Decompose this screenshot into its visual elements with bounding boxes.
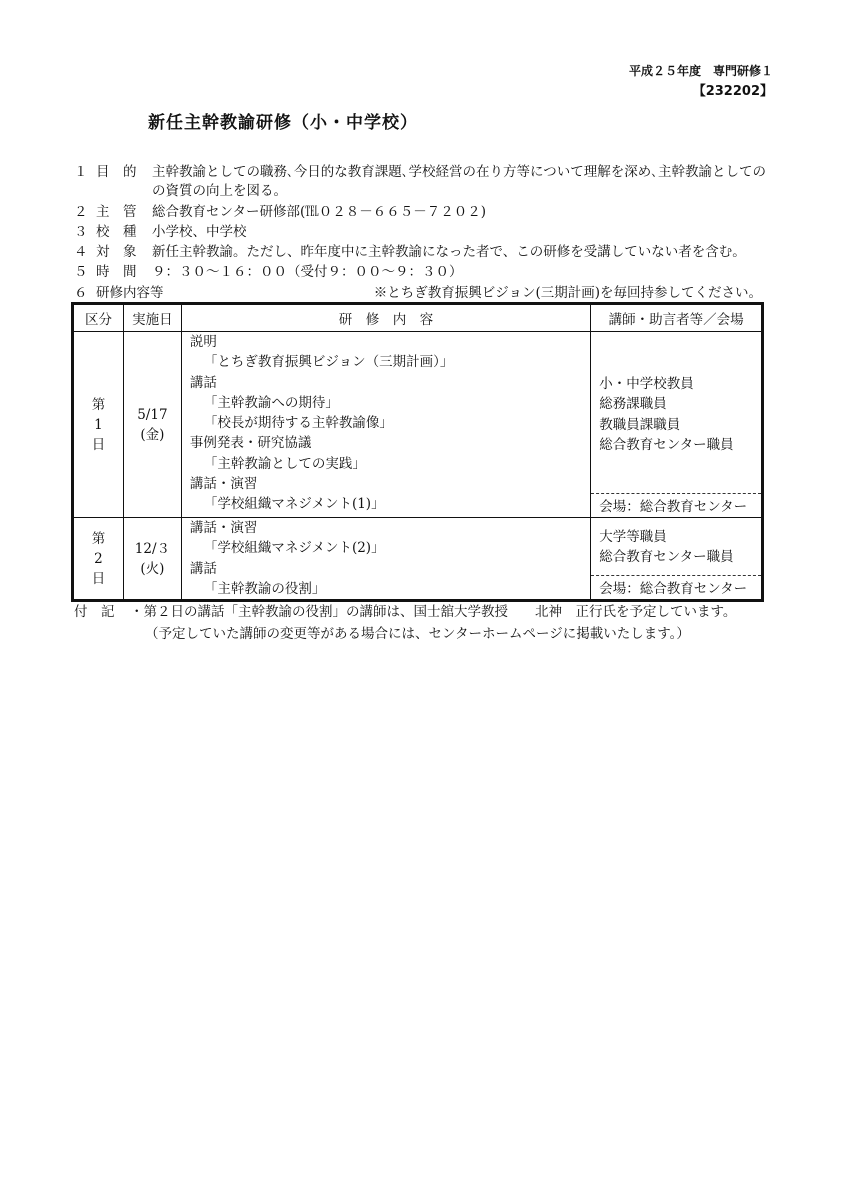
day-char: 1 <box>94 416 103 433</box>
content-line: 説明 <box>189 334 217 350</box>
item-text: 新任主幹教諭。ただし、昨年度中に主幹教諭になった者で、この研修を受講していない者を含む。 <box>152 244 746 260</box>
instructor-cell <box>591 332 762 518</box>
item-label: 校 種 <box>96 224 137 240</box>
appendix-line1 <box>74 602 737 622</box>
schedule-table <box>73 304 762 600</box>
day-char: 第 <box>91 530 106 547</box>
instructor-list <box>591 518 761 568</box>
date-value: 5/17 <box>137 406 168 423</box>
day-char: 日 <box>91 436 106 453</box>
content-line: 講話 <box>189 560 217 577</box>
instructor-list <box>591 332 761 455</box>
appendix-label: 付 記 <box>74 604 115 620</box>
date-value: 12/３ <box>134 540 170 557</box>
content-line: 講話・演習 <box>189 520 258 536</box>
course-code: 【232202】 <box>692 84 773 99</box>
content-line: 講話 <box>189 374 217 391</box>
day-char: 日 <box>91 570 106 587</box>
content-cell <box>181 332 590 518</box>
content-line: 「主幹教諭への期待」 <box>203 394 339 411</box>
item-label: 目 的 <box>96 164 137 180</box>
item-label: 対 象 <box>96 244 137 260</box>
date-cell <box>123 518 181 600</box>
header-year-label: 平成２５年度 専門研修１ <box>628 64 773 78</box>
content-line: 講話・演習 <box>189 476 258 493</box>
header-date: 実施日 <box>123 305 181 332</box>
header-category: 区分 <box>74 305 124 332</box>
item-label: 主 管 <box>96 204 137 220</box>
venue-label: 会場：総合教育センター <box>591 575 761 599</box>
weekday-value: (火) <box>140 560 165 577</box>
venue-label: 会場：総合教育センター <box>591 493 761 517</box>
instructor-item: 大学等職員 <box>599 529 667 545</box>
item-number: ５ <box>74 264 88 280</box>
content-line: 「学校組織マネジメント(2)」 <box>203 540 385 557</box>
content-line: 「とちぎ教育振興ビジョン（三期計画）」 <box>203 354 454 371</box>
content-line: 「校長が期待する主幹教諭像」 <box>203 415 393 432</box>
content-cell <box>181 518 590 600</box>
item-number: ３ <box>74 224 88 240</box>
bring-note: ※とちぎ教育振興ビジョン(三期計画)を毎回持参してください。 <box>373 285 762 301</box>
appendix-line2: （予定していた講師の変更等がある場合には、センターホームページに掲載いたします。） <box>145 626 690 642</box>
item-text: 総合教育センター研修部(℡０２８－６６５－７２０２) <box>152 204 486 220</box>
item-number: １ <box>74 164 88 180</box>
appendix-text: ・第２日の講話「主幹教諭の役割」の講師は、国士舘大学教授 北神 正行氏を予定しています。 <box>130 604 737 620</box>
instructor-item: 小・中学校教員 <box>599 376 694 392</box>
content-line: 事例発表・研究協議 <box>189 435 312 452</box>
instructor-item: 教職員課職員 <box>599 416 681 433</box>
item-number: ６ <box>74 285 88 301</box>
content-line: 「主幹教諭の役割」 <box>203 580 326 597</box>
date-cell <box>123 332 181 518</box>
page-title: 新任主幹教諭研修（小・中学校） <box>148 113 418 133</box>
header-instructors: 講師・助言者等／会場 <box>591 305 762 332</box>
item-number: ２ <box>74 204 88 220</box>
content-line: 「主幹教諭としての実践」 <box>203 455 366 472</box>
day-label <box>74 518 124 600</box>
item-label: 研修内容等 <box>96 285 164 301</box>
item-text: ９：３０～１６：００（受付９：００～９：３０） <box>152 264 463 280</box>
day-char: 第 <box>91 396 106 413</box>
header-content: 研 修 内 容 <box>181 305 590 332</box>
instructor-item: 総合教育センター職員 <box>599 436 734 453</box>
table-row-day1 <box>74 332 762 518</box>
item-text: 主幹教諭としての職務､今日的な教育課題､学校経営の在り方等について理解を深め､主幹教諭としての <box>152 164 766 180</box>
item-text-continued: の資質の向上を図る。 <box>152 183 287 199</box>
item-text: 小学校、中学校 <box>152 224 247 240</box>
instructor-cell <box>591 518 762 600</box>
instructor-item: 総合教育センター職員 <box>599 549 734 566</box>
day-label <box>74 332 124 518</box>
table-row-day2 <box>74 518 762 600</box>
content-line: 「学校組織マネジメント(1)」 <box>203 496 385 513</box>
weekday-value: (金) <box>140 426 165 443</box>
table-header-row <box>74 305 762 332</box>
item-number: ４ <box>74 244 88 260</box>
instructor-item: 総務課職員 <box>599 396 667 413</box>
day-char: 2 <box>94 550 103 567</box>
item-label: 時 間 <box>96 264 137 280</box>
